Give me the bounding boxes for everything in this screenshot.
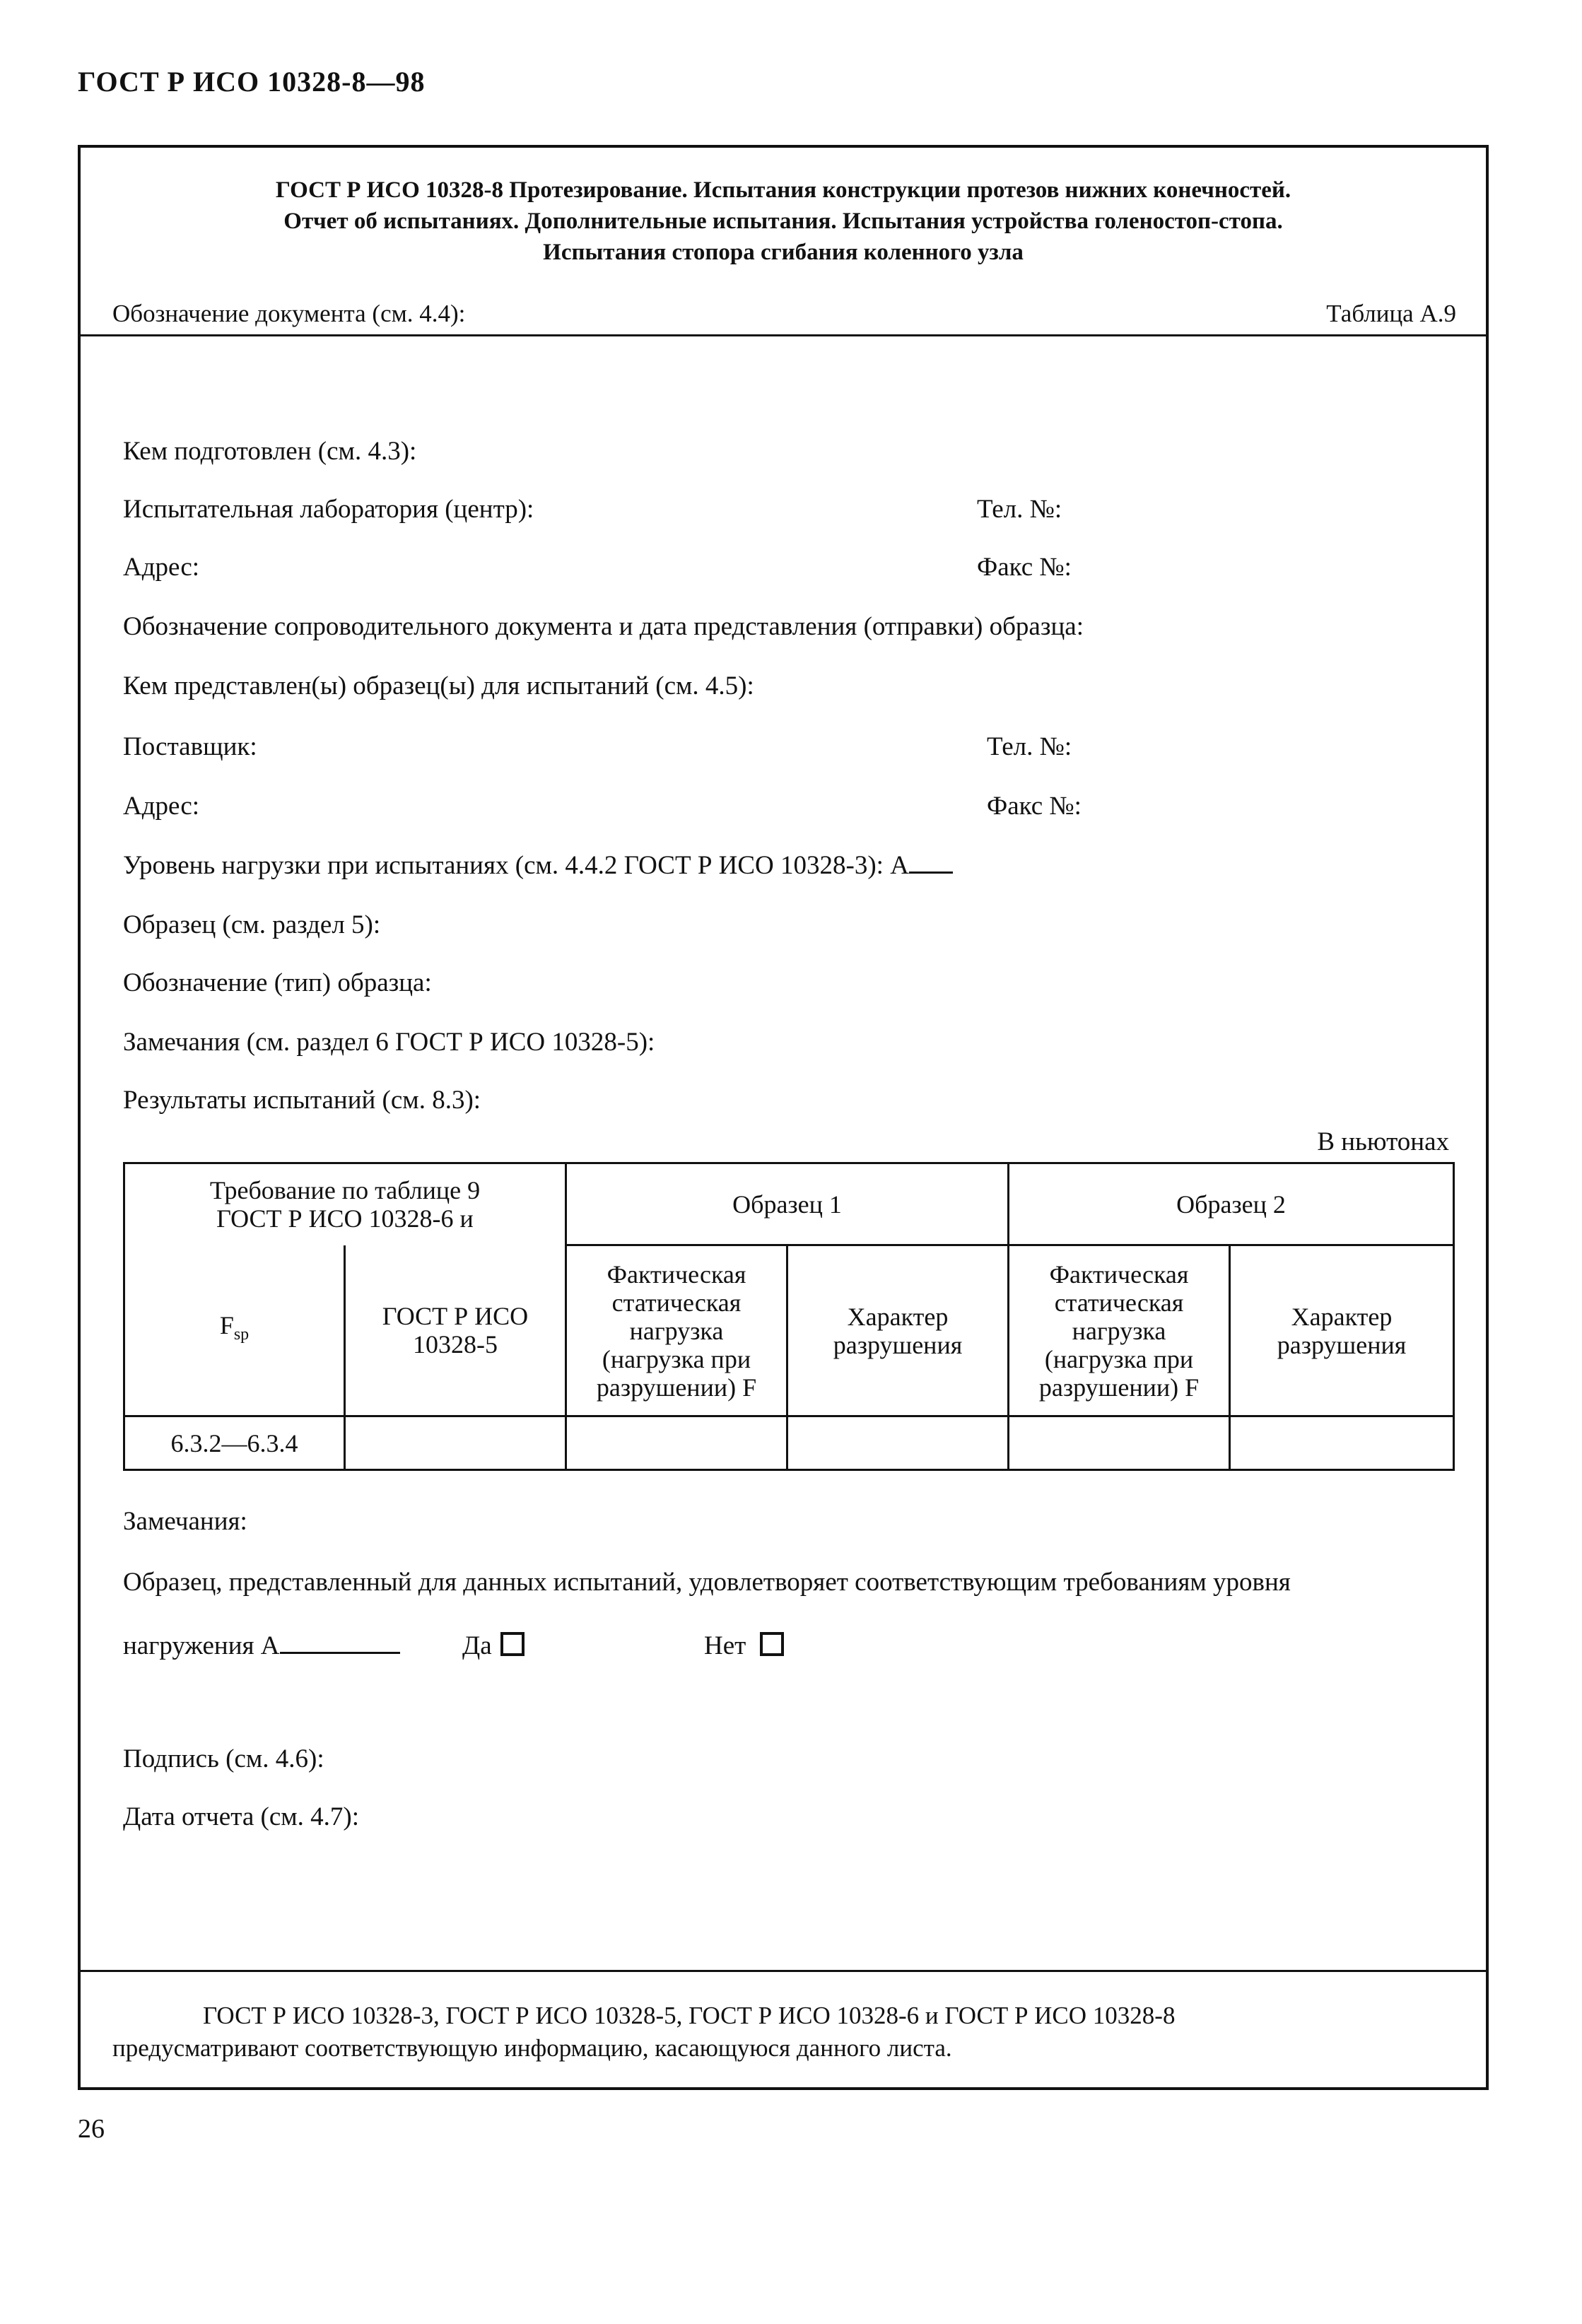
failure-type-line: разрушения	[1277, 1330, 1407, 1359]
gost-header-line-2: 10328-5	[413, 1330, 498, 1358]
no-checkbox[interactable]	[760, 1632, 784, 1656]
actual-load-line: Фактическая	[1049, 1260, 1189, 1289]
no-label: Нет	[704, 1631, 746, 1660]
table-row	[124, 1416, 1454, 1470]
load-level-row	[123, 850, 953, 881]
sample-2-actual-load-header	[1009, 1245, 1230, 1416]
yes-checkbox[interactable]	[500, 1632, 525, 1656]
footer-note	[112, 2000, 1454, 2065]
actual-load-line: статическая	[1054, 1288, 1184, 1317]
document-designation-row	[112, 300, 1456, 328]
lab-address-label: Адрес:	[123, 553, 200, 582]
loading-level-row	[123, 1631, 400, 1661]
requirement-header	[124, 1163, 566, 1245]
actual-load-line: (нагрузка при	[602, 1344, 751, 1373]
title-line-2: Отчет об испытаниях. Дополнительные испытания. Испытания устройства голеностоп-стопа.	[283, 209, 1283, 234]
sample-1-failure-cell[interactable]	[787, 1416, 1009, 1470]
actual-load-line: статическая	[611, 1288, 742, 1317]
fsp-header	[124, 1245, 345, 1416]
table-reference: Таблица А.9	[1326, 300, 1456, 327]
no-option	[704, 1631, 784, 1661]
prepared-by-label: Кем подготовлен (см. 4.3):	[123, 437, 417, 466]
document-designation-label: Обозначение документа (см. 4.4):	[112, 300, 466, 327]
signature-label: Подпись (см. 4.6):	[123, 1744, 324, 1773]
supplier-phone-label: Тел. №:	[987, 732, 1072, 761]
failure-type-line: Характер	[847, 1302, 949, 1331]
footer-note-line-2: предусматривают соответствующую информацию, касающуюся данного листа.	[112, 2034, 952, 2062]
sample-1-actual-load-header	[566, 1245, 787, 1416]
form-title	[81, 175, 1486, 268]
yes-option	[462, 1631, 525, 1661]
lab-phone-label: Тел. №:	[977, 495, 1062, 524]
sample-2-header: Образец 2	[1009, 1163, 1454, 1245]
results-label: Результаты испытаний (см. 8.3):	[123, 1086, 481, 1115]
lab-label: Испытательная лаборатория (центр):	[123, 495, 534, 524]
fsp-subscript: sp	[233, 1325, 250, 1344]
lab-fax-label: Факс №:	[977, 553, 1072, 582]
actual-load-line: разрушении) F	[1038, 1373, 1200, 1402]
yes-label: Да	[462, 1631, 492, 1660]
failure-type-line: разрушения	[833, 1330, 963, 1359]
actual-load-line: нагрузка	[629, 1316, 724, 1345]
sample-type-label: Обозначение (тип) образца:	[123, 968, 432, 997]
requirement-header-line-2: ГОСТ Р ИСО 10328-6 и	[216, 1204, 474, 1233]
units-label: В ньютонах	[1317, 1127, 1449, 1156]
failure-type-line: Характер	[1291, 1302, 1393, 1331]
sample-1-failure-type-header	[787, 1245, 1009, 1416]
loading-level-label: нагружения А	[123, 1631, 280, 1660]
sample-2-failure-type-header	[1230, 1245, 1454, 1416]
gost-header-line-1: ГОСТ Р ИСО	[382, 1301, 529, 1330]
fsp-symbol: F	[219, 1311, 234, 1340]
submitted-by-label: Кем представлен(ы) образец(ы) для испытаний (см. 4.5):	[123, 671, 754, 700]
sample-2-load-cell[interactable]	[1009, 1416, 1230, 1470]
results-table	[123, 1162, 1455, 1471]
supplier-label: Поставщик:	[123, 732, 257, 761]
sample-1-load-cell[interactable]	[566, 1416, 787, 1470]
conformity-statement: Образец, представленный для данных испытаний, удовлетворяет соответствующим требованиям уровня	[123, 1568, 1291, 1597]
remarks-label: Замечания (см. раздел 6 ГОСТ Р ИСО 10328-5):	[123, 1028, 655, 1057]
divider-top	[81, 334, 1486, 336]
title-line-3: Испытания стопора сгибания коленного узла	[543, 240, 1024, 265]
supplier-fax-label: Факс №:	[987, 792, 1082, 821]
clause-cell: 6.3.2—6.3.4	[124, 1416, 345, 1470]
actual-load-line: Фактическая	[607, 1260, 746, 1289]
title-line-1: ГОСТ Р ИСО 10328-8 Протезирование. Испытания конструкции протезов нижних конечностей.	[275, 177, 1291, 203]
divider-bottom	[81, 1970, 1486, 1972]
page-number: 26	[78, 2114, 105, 2144]
supplier-address-label: Адрес:	[123, 792, 200, 821]
actual-load-line: нагрузка	[1072, 1316, 1166, 1345]
actual-load-line: разрушении) F	[596, 1373, 757, 1402]
after-table-remarks-label: Замечания:	[123, 1507, 247, 1536]
load-level-blank[interactable]	[909, 850, 953, 874]
gost-10328-5-header	[345, 1245, 566, 1416]
footer-note-line-1: ГОСТ Р ИСО 10328-3, ГОСТ Р ИСО 10328-5, ГОСТ Р ИСО 10328-6 и ГОСТ Р ИСО 10328-8	[203, 2002, 1176, 2029]
actual-load-line: (нагрузка при	[1044, 1344, 1194, 1373]
page-header-doc-code: ГОСТ Р ИСО 10328-8—98	[78, 66, 426, 98]
accompanying-doc-label: Обозначение сопроводительного документа и дата представления (отправки) образца:	[123, 612, 1084, 641]
report-date-label: Дата отчета (см. 4.7):	[123, 1802, 360, 1831]
requirement-header-line-1: Требование по таблице 9	[209, 1176, 481, 1205]
sample-2-failure-cell[interactable]	[1230, 1416, 1454, 1470]
form-frame	[78, 145, 1489, 2090]
gost-value-cell[interactable]	[345, 1416, 566, 1470]
sample-1-header: Образец 1	[566, 1163, 1009, 1245]
loading-level-blank[interactable]	[280, 1631, 400, 1654]
load-level-label: Уровень нагрузки при испытаниях (см. 4.4.2 ГОСТ Р ИСО 10328-3): А	[123, 851, 909, 880]
sample-label: Образец (см. раздел 5):	[123, 910, 381, 939]
